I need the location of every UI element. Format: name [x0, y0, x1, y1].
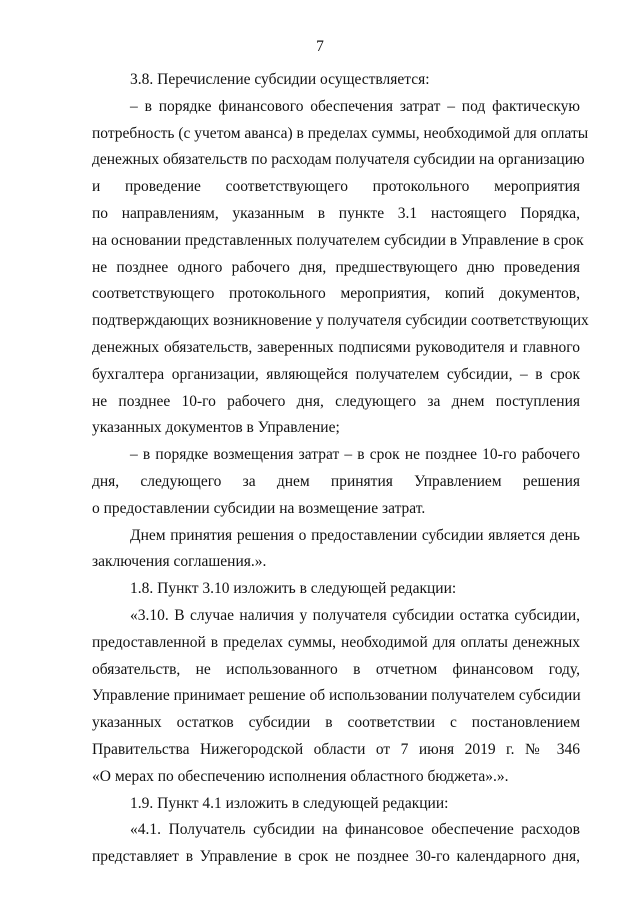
text-line: потребность (с учетом аванса) в пределах суммы, необходимой для оплаты — [92, 124, 589, 142]
text-line: представляет в Управление в срок не позднее 30-го календарного дня, — [92, 848, 580, 866]
text-line: «4.1. Получатель субсидии на финансовое обеспечение расходов — [130, 821, 580, 839]
text-line: указанных документов в Управление; — [92, 419, 340, 437]
text-line: на основании представленных получателем субсидии в Управление в срок — [92, 231, 584, 249]
text-line: заключения соглашения.». — [92, 553, 267, 571]
text-line: дня, следующего за днем принятия Управлением решения — [92, 473, 580, 490]
page-number: 7 — [316, 38, 324, 55]
text-line: 1.9. Пункт 4.1 изложить в следующей редакции: — [130, 794, 449, 812]
text-line: и проведение соответствующего протокольного мероприятия — [92, 178, 580, 196]
text-line: о предоставлении субсидии на возмещение затрат. — [92, 499, 426, 517]
text-line: бухгалтера организации, являющейся получателем субсидии, – в срок — [92, 365, 580, 383]
text-line: – в порядке возмещения затрат – в срок не позднее 10-го рабочего — [130, 446, 580, 464]
text-line: Управление принимает решение об использовании получателем субсидии — [92, 687, 581, 705]
text-line: денежных обязательств, заверенных подписями руководителя и главного — [92, 339, 580, 356]
text-line: 3.8. Перечисление субсидии осуществляется: — [130, 71, 430, 88]
text-line: не позднее 10-го рабочего дня, следующего за днем поступления — [92, 392, 580, 410]
text-line: по направлениям, указанным в пункте 3.1 настоящего Порядка, — [92, 205, 580, 222]
text-line: «О мерах по обеспечению исполнения областного бюджета».». — [92, 767, 509, 785]
text-line: указанных остатков субсидии в соответствии с постановлением — [92, 714, 580, 732]
text-line: «3.10. В случае наличия у получателя субсидии остатка субсидии, — [130, 607, 580, 624]
text-line: обязательств, не использованного в отчетном финансовом году, — [92, 660, 580, 678]
text-line: предоставленной в пределах суммы, необходимой для оплаты денежных — [92, 633, 580, 651]
text-line: соответствующего протокольного мероприятия, копий документов, — [92, 285, 580, 303]
text-line: – в порядке финансового обеспечения затрат – под фактическую — [130, 97, 580, 115]
text-line: подтверждающих возникновение у получателя субсидии соответствующих — [92, 312, 589, 330]
text-line: денежных обязательств по расходам получателя субсидии на организацию — [92, 151, 585, 169]
text-line: Днем принятия решения о предоставлении субсидии является день — [130, 526, 580, 544]
text-line: не позднее одного рабочего дня, предшествующего дню проведения — [92, 258, 580, 276]
text-line: Правительства Нижегородской области от 7 июня 2019 г. № 346 — [92, 741, 580, 758]
text-line: 1.8. Пункт 3.10 изложить в следующей редакции: — [130, 580, 457, 598]
